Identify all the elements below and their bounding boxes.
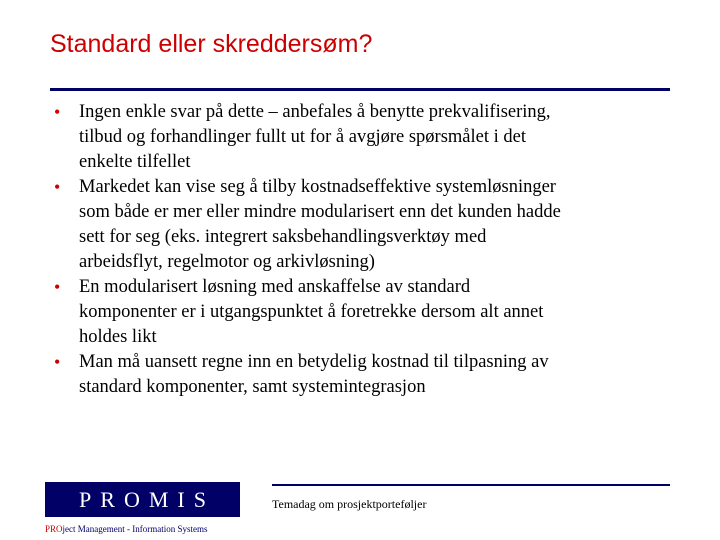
promis-logo — [45, 482, 240, 517]
bullet-line: Ingen enkle svar på dette – anbefales å benytte prekvalifisering, — [79, 102, 551, 122]
bullet-list — [42, 100, 682, 400]
bullet-line: enkelte tilfellet — [79, 152, 191, 172]
bullet-item — [42, 350, 682, 400]
footer-text: Temadag om prosjektporteføljer — [272, 497, 427, 511]
bullet-line: Markedet kan vise seg å tilby kostnadseffektive systemløsninger — [79, 177, 556, 197]
logo-text: PROMIS — [79, 486, 215, 512]
bullet-line: arbeidsflyt, regelmotor og arkivløsning) — [79, 252, 375, 272]
logo-subtitle-rest: ject Management - Information Systems — [62, 524, 208, 534]
bullet-line: komponenter er i utgangspunktet å foretrekke dersom alt annet — [79, 302, 544, 322]
bullet-line: En modularisert løsning med anskaffelse av standard — [79, 277, 471, 297]
bullet-line: Man må uansett regne inn en betydelig kostnad til tilpasning av — [79, 352, 549, 372]
bullet-dot-icon: • — [54, 177, 61, 197]
logo-subtitle — [45, 524, 207, 534]
footer-divider — [272, 484, 670, 486]
bullet-line: tilbud og forhandlinger fullt ut for å avgjøre spørsmålet i det — [79, 127, 526, 147]
bullet-line: sett for seg (eks. integrert saksbehandlingsverktøy med — [79, 227, 487, 247]
bullet-item — [42, 275, 682, 350]
bullet-item — [42, 100, 682, 175]
bullet-dot-icon: • — [54, 277, 61, 297]
bullet-line: som både er mer eller mindre modularisert enn det kunden hadde — [79, 202, 561, 222]
bullet-line: standard komponenter, samt systemintegrasjon — [79, 377, 426, 397]
bullet-dot-icon: • — [54, 102, 61, 122]
bullet-dot-icon: • — [54, 352, 61, 372]
slide-title: Standard eller skreddersøm? — [50, 30, 373, 58]
bullet-line: holdes likt — [79, 327, 157, 347]
bullet-item — [42, 175, 682, 275]
logo-subtitle-highlight: PRO — [45, 524, 63, 534]
title-divider — [50, 88, 670, 91]
